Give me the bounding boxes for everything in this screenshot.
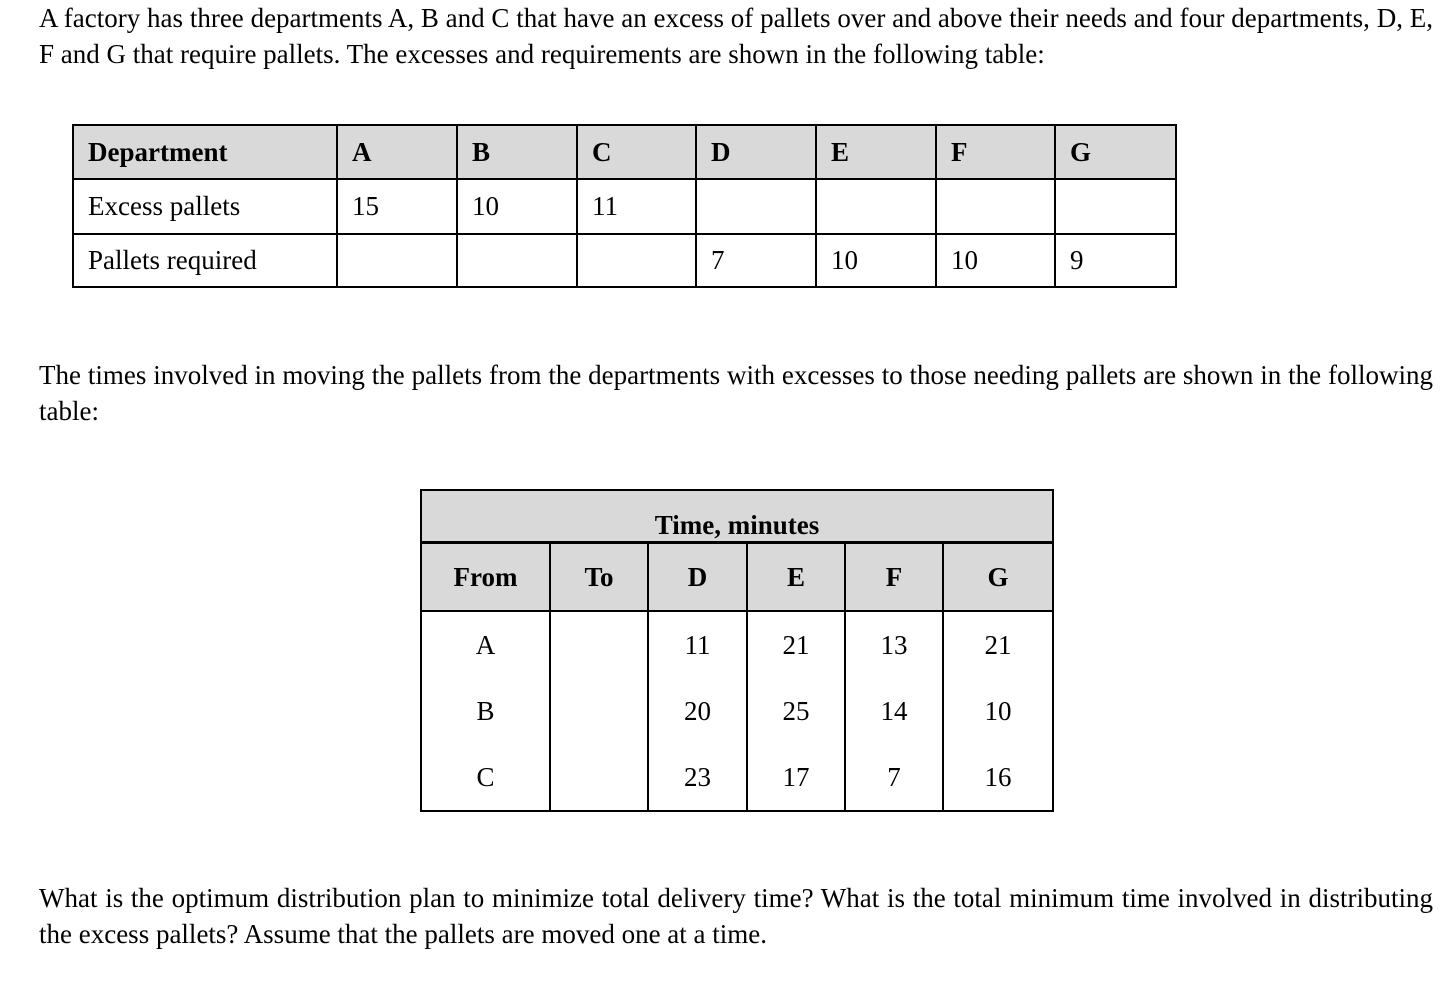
- row-label: Excess pallets: [73, 179, 337, 234]
- table2-title: Time, minutes: [421, 490, 1053, 543]
- table-cell: 25: [747, 678, 845, 744]
- table-cell: 21: [747, 611, 845, 678]
- table-row: [421, 678, 1053, 744]
- table2-header-row: [421, 543, 1053, 612]
- table-cell: 13: [845, 611, 943, 678]
- table-row: [73, 234, 1176, 287]
- table-cell: [337, 234, 457, 287]
- table-row: [421, 611, 1053, 678]
- table-cell: [577, 234, 696, 287]
- table1-header-cell: B: [457, 125, 577, 179]
- table-cell: 16: [943, 744, 1053, 811]
- table-cell: 20: [648, 678, 747, 744]
- time-matrix-table: [420, 489, 1054, 812]
- table-cell: 9: [1055, 234, 1176, 287]
- table-cell: 17: [747, 744, 845, 811]
- column-header: F: [845, 543, 943, 612]
- table-row: [421, 744, 1053, 811]
- supply-demand-table: [72, 124, 1177, 288]
- table-cell: 7: [845, 744, 943, 811]
- from-cell: A: [421, 611, 550, 678]
- table-cell: 10: [936, 234, 1055, 287]
- table-cell: [816, 179, 936, 234]
- table-row: [73, 179, 1176, 234]
- table-cell: 10: [457, 179, 577, 234]
- table1-header-cell: E: [816, 125, 936, 179]
- column-header: E: [747, 543, 845, 612]
- table-cell: 11: [577, 179, 696, 234]
- question-paragraph: What is the optimum distribution plan to minimize total delivery time? What is the total minimum time involved in distributing the excess pallets? Assume that the pallets are moved one at a time.: [39, 883, 1433, 949]
- table1-header-cell: D: [696, 125, 816, 179]
- table-cell: 10: [816, 234, 936, 287]
- table-cell: [696, 179, 816, 234]
- table-cell: 11: [648, 611, 747, 678]
- table-cell: 15: [337, 179, 457, 234]
- table-cell: 21: [943, 611, 1053, 678]
- to-cell: [550, 744, 648, 811]
- table1-header-cell: Department: [73, 125, 337, 179]
- table-cell: [1055, 179, 1176, 234]
- table-cell: 10: [943, 678, 1053, 744]
- intro-paragraph: A factory has three departments A, B and C that have an excess of pallets over and above their needs and four departments, D, E, F and G that require pallets. The excesses and requirements are shown in the following table:: [39, 3, 1433, 69]
- row-label: Pallets required: [73, 234, 337, 287]
- column-header-from: From: [421, 543, 550, 612]
- table1-header-row: [73, 125, 1176, 179]
- table1-header-cell: A: [337, 125, 457, 179]
- table1-header-cell: C: [577, 125, 696, 179]
- table-cell: 7: [696, 234, 816, 287]
- table-cell: 23: [648, 744, 747, 811]
- from-cell: B: [421, 678, 550, 744]
- table-cell: 14: [845, 678, 943, 744]
- column-header: D: [648, 543, 747, 612]
- table-cell: [457, 234, 577, 287]
- table1-header-cell: G: [1055, 125, 1176, 179]
- column-header-to: To: [550, 543, 648, 612]
- to-cell: [550, 678, 648, 744]
- middle-paragraph: The times involved in moving the pallets from the departments with excesses to those needing pallets are shown in the following table:: [39, 360, 1433, 426]
- table-cell: [936, 179, 1055, 234]
- to-cell: [550, 611, 648, 678]
- table2-title-row: [421, 490, 1053, 543]
- column-header: G: [943, 543, 1053, 612]
- table1-header-cell: F: [936, 125, 1055, 179]
- from-cell: C: [421, 744, 550, 811]
